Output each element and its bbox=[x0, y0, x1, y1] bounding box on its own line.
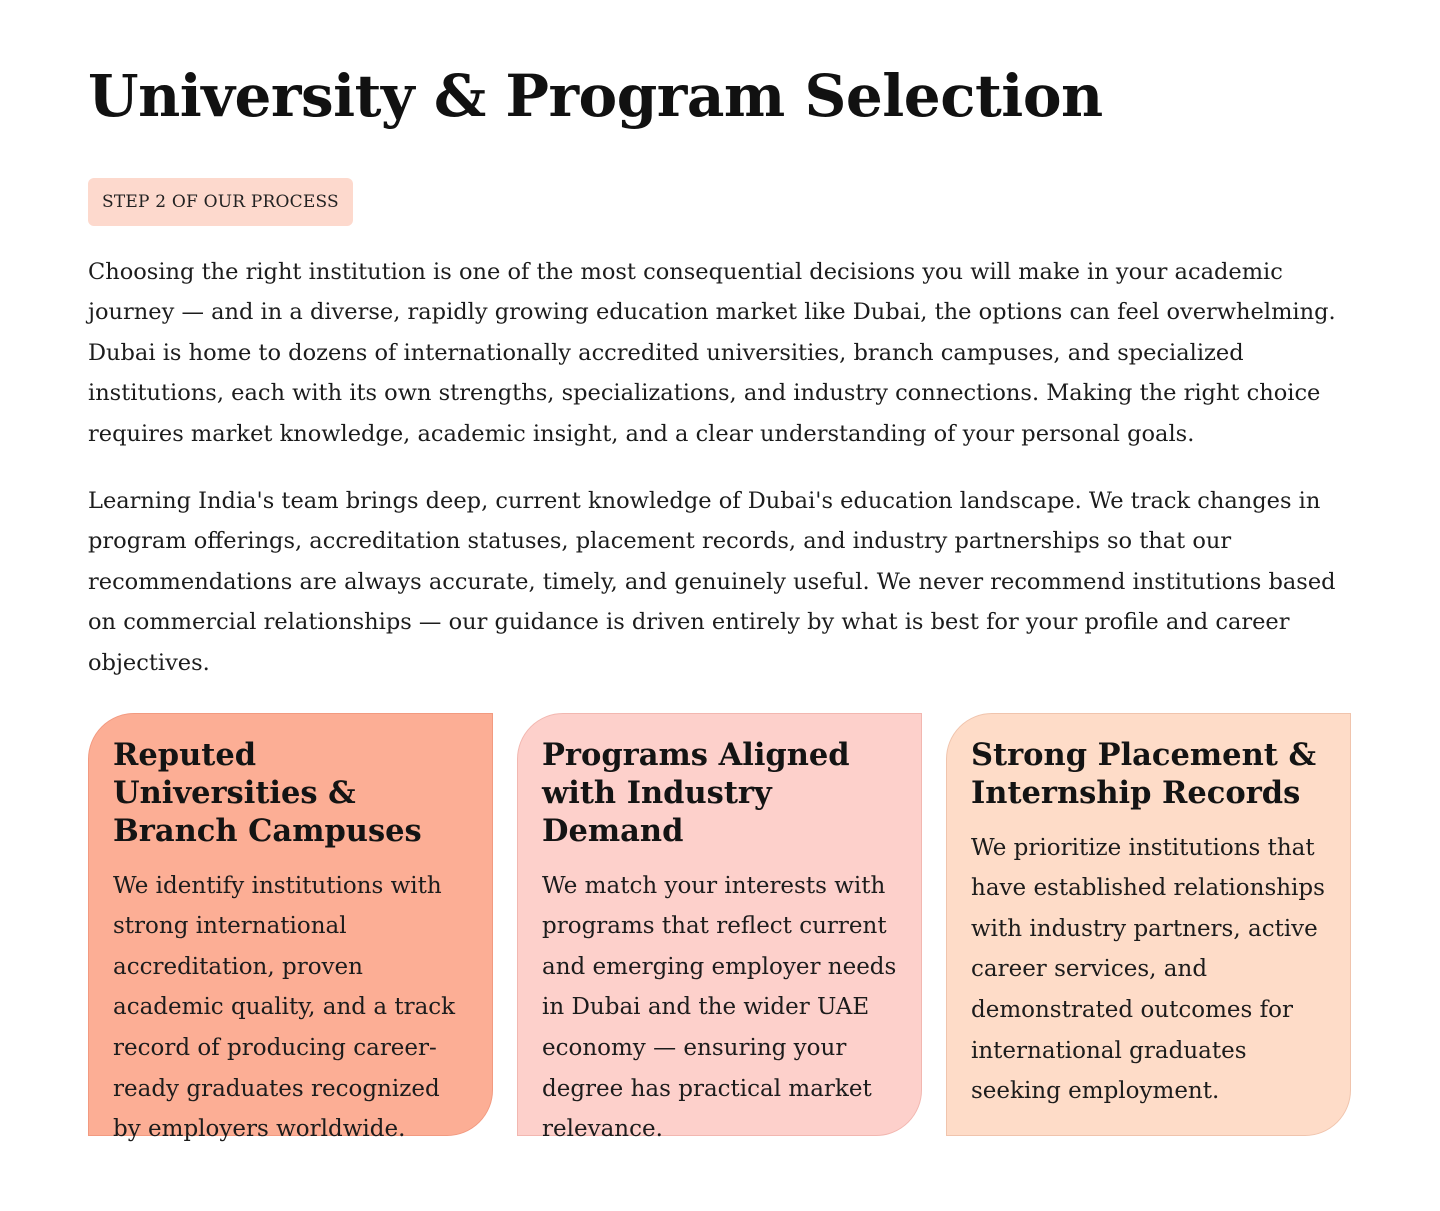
step-badge: STEP 2 OF OUR PROCESS bbox=[88, 178, 353, 226]
card-title: Reputed Universities & Branch Campuses bbox=[113, 736, 422, 849]
card-title: Programs Aligned with Industry Demand bbox=[542, 736, 850, 849]
page-title: University & Program Selection bbox=[88, 62, 1103, 130]
card-title: Strong Placement & Internship Records bbox=[971, 736, 1317, 811]
feature-cards bbox=[88, 713, 1352, 1143]
feature-card-programs bbox=[517, 713, 922, 1143]
feature-card-universities bbox=[88, 713, 493, 1143]
feature-card-placement bbox=[946, 713, 1351, 1136]
card-text: We match your interests with programs that reflect current and emerging employer needs in Dubai and the wider UAE economy — ensuring your degree has practical market relevance. bbox=[542, 872, 897, 1143]
intro-paragraph-1: Choosing the right institution is one of the most consequential decisions you will make in your academic journey — and in a diverse, rapidly growing education market like Dubai, the options can feel overwhelming. Dubai is home to dozens of internationally accredited universities, branch campuses, and specialized institutions, each with its own strengths, specializations, and industry connections. Making the right choice requires market knowledge, academic insight, and a clear understanding of your personal goals. bbox=[88, 258, 1336, 447]
intro-paragraph-2: Learning India's team brings deep, current knowledge of Dubai's education landscape. We track changes in program offerings, accreditation statuses, placement records, and industry partnerships so that our recommendations are always accurate, timely, and genuinely useful. We never recommend institutions based on commercial relationships — our guidance is driven entirely by what is best for your profile and career objectives. bbox=[88, 487, 1336, 676]
card-text: We prioritize institutions that have established relationships with industry partners, active career services, and demonstrated outcomes for international graduates seeking employment. bbox=[971, 834, 1325, 1105]
card-text: We identify institutions with strong international accreditation, proven academic quality, and a track record of producing career-ready graduates recognized by employers worldwide. bbox=[113, 872, 456, 1143]
